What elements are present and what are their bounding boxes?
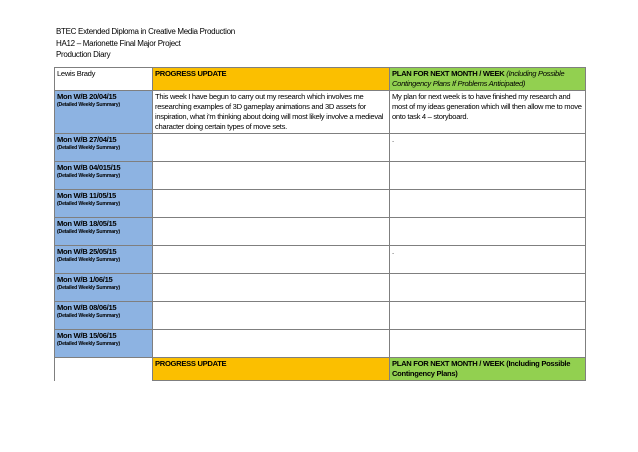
week-sublabel: (Detailed Weekly Summary)	[57, 341, 120, 347]
table-row	[55, 91, 586, 134]
footer-plan-header: PLAN FOR NEXT MONTH / WEEK (Including Possible Contingency Plans)	[390, 358, 586, 381]
week-label: Mon W/B 15/06/15	[57, 331, 117, 340]
table-row	[55, 162, 586, 190]
progress-cell[interactable]: This week I have begun to carry out my research which involves me researching examples of 3D gameplay animations and 3D assets for inspiration, what i’m thinking about doing will most likely involve a medieval character doing certain types of move sets.	[153, 91, 390, 134]
course-title: BTEC Extended Diploma in Creative Media Production	[56, 27, 235, 36]
week-sublabel: (Detailed Weekly Summary)	[57, 145, 120, 151]
week-label: Mon W/B 20/04/15	[57, 92, 117, 101]
plan-cell[interactable]: .	[390, 134, 586, 162]
progress-cell[interactable]	[153, 218, 390, 246]
progress-cell[interactable]	[153, 330, 390, 358]
week-label: Mon W/B 27/04/15	[57, 135, 117, 144]
week-sublabel: (Detailed Weekly Summary)	[57, 173, 120, 179]
plan-cell[interactable]	[390, 302, 586, 330]
plan-cell[interactable]	[390, 218, 586, 246]
week-sublabel: (Detailed Weekly Summary)	[57, 285, 120, 291]
week-label: Mon W/B 04/015/15	[57, 163, 121, 172]
progress-cell[interactable]	[153, 162, 390, 190]
week-label: Mon W/B 08/06/15	[57, 303, 117, 312]
plan-header	[390, 68, 586, 91]
plan-cell[interactable]: .	[390, 246, 586, 274]
week-cell	[55, 218, 153, 246]
week-sublabel: (Detailed Weekly Summary)	[57, 201, 120, 207]
week-cell	[55, 134, 153, 162]
plan-header-note: (Including Possible Contingency Plans If Problems Anticipated)	[392, 69, 565, 88]
footer-progress-header: PROGRESS UPDATE	[153, 358, 390, 381]
week-label: Mon W/B 11/05/15	[57, 191, 116, 200]
table-row	[55, 134, 586, 162]
progress-update-header: PROGRESS UPDATE	[153, 68, 390, 91]
document-title: Production Diary	[56, 50, 111, 59]
plan-cell[interactable]	[390, 162, 586, 190]
plan-cell[interactable]	[390, 330, 586, 358]
progress-cell[interactable]	[153, 246, 390, 274]
progress-cell[interactable]	[153, 302, 390, 330]
week-sublabel: (Detailed Weekly Summary)	[57, 102, 120, 108]
week-sublabel: (Detailed Weekly Summary)	[57, 257, 120, 263]
table-row	[55, 218, 586, 246]
progress-cell[interactable]	[153, 190, 390, 218]
week-cell	[55, 302, 153, 330]
week-sublabel: (Detailed Weekly Summary)	[57, 229, 120, 235]
week-label: Mon W/B 25/05/15	[57, 247, 117, 256]
table-footer-row	[55, 358, 586, 381]
week-cell	[55, 274, 153, 302]
week-label: Mon W/B 18/05/15	[57, 219, 117, 228]
progress-cell[interactable]	[153, 134, 390, 162]
plan-cell[interactable]	[390, 190, 586, 218]
week-sublabel: (Detailed Weekly Summary)	[57, 313, 120, 319]
footer-empty-cell	[55, 358, 153, 381]
week-label: Mon W/B 1/06/15	[57, 275, 113, 284]
week-cell	[55, 330, 153, 358]
table-row	[55, 330, 586, 358]
progress-cell[interactable]	[153, 274, 390, 302]
table-row	[55, 302, 586, 330]
plan-cell[interactable]: My plan for next week is to have finished my research and most of my ideas generation which will then allow me to move onto task 4 – storyboard.	[390, 91, 586, 134]
week-cell	[55, 190, 153, 218]
table-row	[55, 246, 586, 274]
document-header	[56, 26, 235, 61]
plan-cell[interactable]	[390, 274, 586, 302]
production-diary-table	[54, 67, 586, 381]
week-cell	[55, 246, 153, 274]
table-header-row	[55, 68, 586, 91]
week-cell	[55, 162, 153, 190]
student-name: Lewis Brady	[55, 68, 153, 91]
project-title: HA12 – Marionette Final Major Project	[56, 38, 181, 48]
week-cell	[55, 91, 153, 134]
table-row	[55, 190, 586, 218]
plan-header-main: PLAN FOR NEXT MONTH / WEEK	[392, 69, 505, 78]
table-row	[55, 274, 586, 302]
